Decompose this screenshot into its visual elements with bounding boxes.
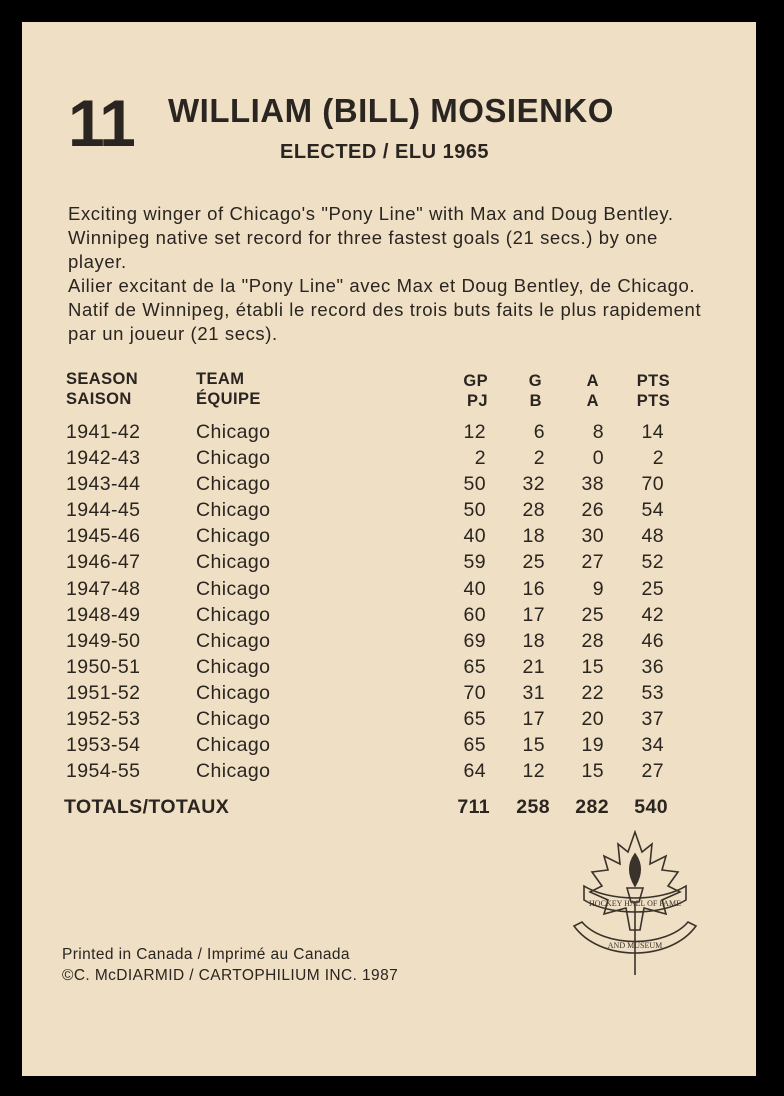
- goals-cell: 12: [522, 760, 545, 783]
- goals-cell: 17: [522, 603, 545, 626]
- trading-card-back: [22, 22, 756, 1076]
- season-cell: 1946-47: [66, 551, 141, 574]
- points-cell: 14: [641, 421, 664, 443]
- totals-label: TOTALS/TOTAUX: [64, 796, 230, 818]
- team-cell: Chicago: [196, 734, 271, 757]
- season-cell: 1952-53: [66, 708, 141, 731]
- gp-cell: 65: [463, 734, 486, 757]
- team-cell: Chicago: [196, 681, 271, 704]
- totals-points: 540: [634, 796, 668, 818]
- gp-cell: 50: [463, 499, 486, 522]
- points-cell: 37: [641, 708, 664, 731]
- assists-cell: 20: [581, 708, 604, 731]
- points-cell: 25: [641, 577, 664, 600]
- points-cell: 27: [641, 760, 664, 783]
- stats-table: [22, 421, 756, 786]
- points-cell: 54: [641, 499, 664, 522]
- points-cell: 2: [652, 447, 664, 470]
- stats-row: [22, 447, 756, 473]
- assists-cell: 30: [581, 525, 604, 548]
- points-cell: 70: [641, 473, 664, 496]
- seal-text-top: HOCKEY HALL OF FAME: [589, 899, 681, 908]
- season-header: [66, 369, 138, 409]
- team-header-fr: ÉQUIPE: [196, 390, 261, 408]
- hockey-hall-of-fame-seal-icon: [570, 830, 700, 980]
- stats-row: [22, 551, 756, 577]
- season-cell: 1954-55: [66, 760, 141, 783]
- team-cell: Chicago: [196, 551, 271, 574]
- team-cell: Chicago: [196, 708, 271, 731]
- goals-cell: 32: [522, 473, 545, 496]
- gp-cell: 59: [463, 551, 486, 574]
- season-header-fr: SAISON: [66, 390, 132, 408]
- totals-assists: 282: [575, 796, 609, 818]
- goals-cell: 18: [522, 525, 545, 548]
- assists-header-fr: A: [586, 392, 599, 410]
- bio-french: Ailier excitant de la "Pony Line" avec Max et Doug Bentley, de Chicago. Natif de Winnipeg, établi le record des trois buts faits le plus rapidement par un joueur (21 secs).: [68, 275, 702, 344]
- team-cell: Chicago: [196, 499, 271, 522]
- stats-row: [22, 525, 756, 551]
- totals-gp: 711: [457, 796, 490, 818]
- goals-cell: 18: [522, 629, 545, 652]
- team-cell: Chicago: [196, 421, 271, 443]
- assists-cell: 15: [581, 655, 604, 678]
- assists-cell: 27: [581, 551, 604, 574]
- card-number: 11: [68, 86, 134, 160]
- points-cell: 52: [641, 551, 664, 574]
- season-cell: 1944-45: [66, 499, 141, 522]
- elected-year: ELECTED / ELU 1965: [280, 141, 490, 163]
- goals-cell: 28: [522, 499, 545, 522]
- team-cell: Chicago: [196, 655, 271, 678]
- team-header-en: TEAM: [196, 370, 245, 388]
- points-cell: 48: [641, 525, 664, 548]
- gp-cell: 64: [463, 760, 486, 783]
- assists-cell: 19: [581, 734, 604, 757]
- goals-cell: 2: [533, 447, 545, 470]
- goals-cell: 15: [522, 734, 545, 757]
- points-cell: 42: [641, 603, 664, 626]
- gp-cell: 40: [463, 525, 486, 548]
- goals-header-fr: B: [529, 392, 542, 410]
- seal-text-bottom: AND MUSEUM: [607, 941, 663, 950]
- stats-row: [22, 656, 756, 682]
- gp-cell: 12: [463, 421, 486, 443]
- team-cell: Chicago: [196, 603, 271, 626]
- gp-cell: 65: [463, 708, 486, 731]
- gp-cell: 40: [463, 577, 486, 600]
- points-header-en: PTS: [636, 372, 670, 390]
- player-name: WILLIAM (BILL) MOSIENKO: [168, 92, 614, 129]
- stats-row: [22, 421, 756, 447]
- season-cell: 1947-48: [66, 577, 141, 600]
- season-cell: 1941-42: [66, 421, 141, 443]
- stats-row: [22, 630, 756, 656]
- goals-header-en: G: [528, 372, 542, 390]
- team-cell: Chicago: [196, 447, 271, 470]
- season-cell: 1950-51: [66, 655, 141, 678]
- assists-header: [539, 371, 599, 411]
- assists-cell: 25: [581, 603, 604, 626]
- goals-cell: 21: [522, 655, 545, 678]
- team-cell: Chicago: [196, 525, 271, 548]
- assists-cell: 9: [592, 577, 604, 600]
- goals-cell: 16: [522, 577, 545, 600]
- team-header: [196, 369, 261, 409]
- assists-cell: 0: [592, 447, 604, 470]
- points-cell: 46: [641, 629, 664, 652]
- season-cell: 1943-44: [66, 473, 141, 496]
- bio-english: Exciting winger of Chicago's "Pony Line" with Max and Doug Bentley. Winnipeg native set record for three fastest goals (21 secs.) by one player.: [68, 203, 674, 272]
- stats-row: [22, 604, 756, 630]
- goals-header: [482, 371, 542, 411]
- gp-cell: 69: [463, 629, 486, 652]
- stats-row: [22, 473, 756, 499]
- stats-row: [22, 499, 756, 525]
- team-cell: Chicago: [196, 629, 271, 652]
- stats-row: [22, 682, 756, 708]
- goals-cell: 31: [522, 681, 545, 704]
- gp-cell: 65: [463, 655, 486, 678]
- team-cell: Chicago: [196, 577, 271, 600]
- gp-cell: 70: [463, 681, 486, 704]
- stats-row: [22, 708, 756, 734]
- stats-row: [22, 734, 756, 760]
- assists-cell: 22: [581, 681, 604, 704]
- totals-row: [22, 796, 756, 822]
- season-cell: 1953-54: [66, 734, 141, 757]
- season-header-en: SEASON: [66, 370, 139, 388]
- assists-header-en: A: [586, 372, 599, 390]
- season-cell: 1949-50: [66, 629, 141, 652]
- footer: [62, 944, 398, 986]
- season-cell: 1951-52: [66, 681, 141, 704]
- assists-cell: 26: [581, 499, 604, 522]
- assists-cell: 38: [581, 473, 604, 496]
- gp-header-en: GP: [463, 372, 488, 390]
- points-cell: 36: [641, 655, 664, 678]
- points-header-fr: PTS: [636, 392, 670, 410]
- goals-cell: 25: [522, 551, 545, 574]
- team-cell: Chicago: [196, 760, 271, 783]
- gp-cell: 2: [474, 447, 486, 470]
- gp-cell: 60: [463, 603, 486, 626]
- gp-header-fr: PJ: [467, 392, 488, 410]
- gp-header: [428, 371, 488, 411]
- assists-cell: 15: [581, 760, 604, 783]
- goals-cell: 17: [522, 708, 545, 731]
- goals-cell: 6: [533, 421, 545, 443]
- assists-cell: 8: [592, 421, 604, 443]
- team-cell: Chicago: [196, 473, 271, 496]
- copyright-line: ©C. McDIARMID / CARTOPHILIUM INC. 1987: [62, 967, 399, 984]
- season-cell: 1948-49: [66, 603, 141, 626]
- points-header: [610, 371, 670, 411]
- season-cell: 1945-46: [66, 525, 141, 548]
- stats-row: [22, 578, 756, 604]
- printed-in-canada: Printed in Canada / Imprimé au Canada: [62, 946, 350, 963]
- points-cell: 34: [641, 734, 664, 757]
- points-cell: 53: [641, 681, 664, 704]
- totals-goals: 258: [516, 796, 550, 818]
- gp-cell: 50: [463, 473, 486, 496]
- assists-cell: 28: [581, 629, 604, 652]
- season-cell: 1942-43: [66, 447, 141, 470]
- stats-row: [22, 760, 756, 786]
